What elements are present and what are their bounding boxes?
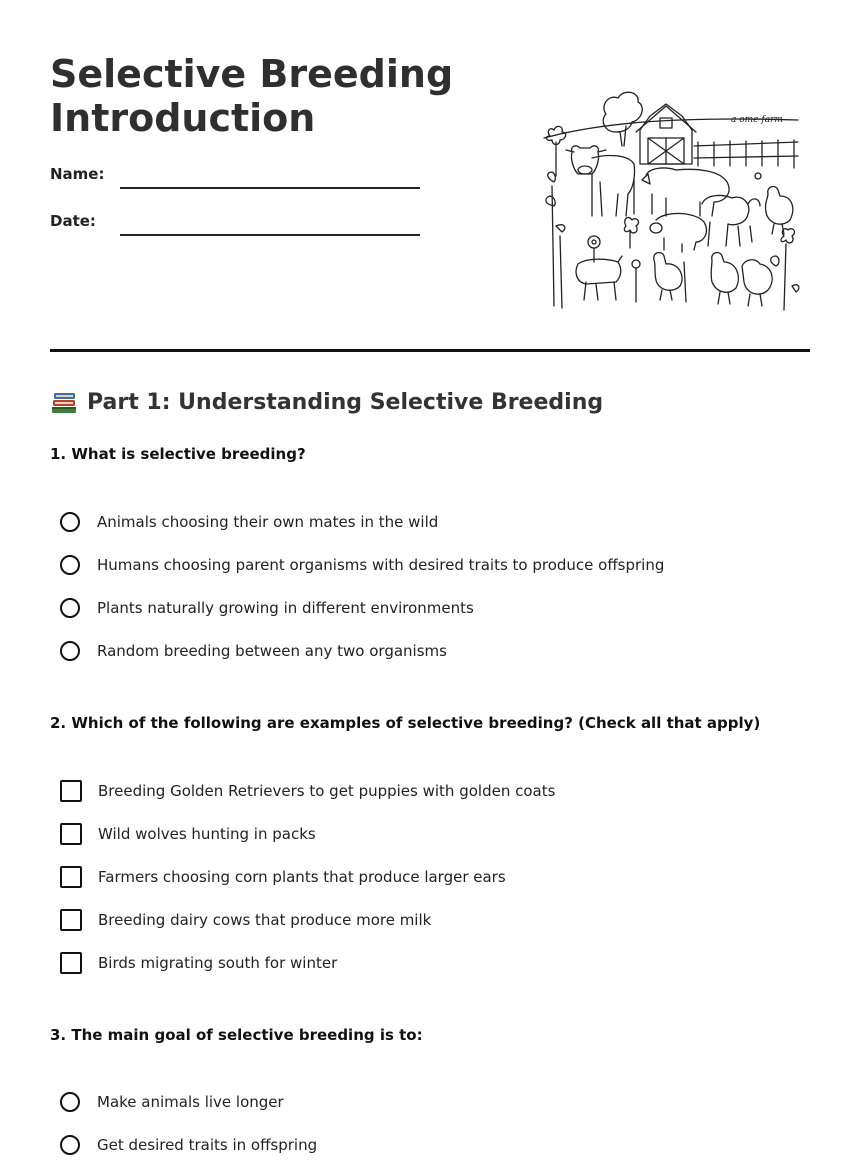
option-label: Wild wolves hunting in packs <box>98 825 316 843</box>
date-field[interactable] <box>120 234 420 236</box>
radio-button[interactable] <box>60 598 80 618</box>
date-label: Date: <box>50 212 96 230</box>
checkbox[interactable] <box>60 823 82 845</box>
radio-button[interactable] <box>60 1092 80 1112</box>
section-title-text: Part 1: Understanding Selective Breeding <box>87 390 604 415</box>
checkbox[interactable] <box>60 780 82 802</box>
q1-option-4[interactable] <box>60 639 447 663</box>
question-1: 1. What is selective breeding? <box>50 445 306 463</box>
q3-option-1[interactable] <box>60 1090 284 1114</box>
option-label: Get desired traits in offspring <box>97 1136 318 1154</box>
option-label: Random breeding between any two organisms <box>97 642 447 660</box>
q1-option-1[interactable] <box>60 510 438 534</box>
q3-option-2[interactable] <box>60 1133 317 1157</box>
checkbox[interactable] <box>60 909 82 931</box>
q2-option-4[interactable] <box>60 908 431 932</box>
option-label: Animals choosing their own mates in the wild <box>97 513 439 531</box>
option-label: Plants naturally growing in different environments <box>97 599 474 617</box>
q2-option-1[interactable] <box>60 779 555 803</box>
name-label: Name: <box>50 165 105 183</box>
option-label: Farmers choosing corn plants that produce larger ears <box>98 868 506 886</box>
books-icon <box>50 390 78 416</box>
radio-button[interactable] <box>60 1135 80 1155</box>
option-label: Breeding Golden Retrievers to get puppies with golden coats <box>98 782 556 800</box>
q2-option-2[interactable] <box>60 822 316 846</box>
question-3: 3. The main goal of selective breeding is to: <box>50 1026 423 1044</box>
radio-button[interactable] <box>60 641 80 661</box>
page-title: Selective Breeding Introduction <box>50 52 454 140</box>
option-label: Make animals live longer <box>97 1093 284 1111</box>
section-title <box>50 386 603 420</box>
option-label: Breeding dairy cows that produce more milk <box>98 911 432 929</box>
checkbox[interactable] <box>60 952 82 974</box>
q2-option-3[interactable] <box>60 865 506 889</box>
option-label: Birds migrating south for winter <box>98 954 338 972</box>
q1-option-3[interactable] <box>60 596 474 620</box>
question-2: 2. Which of the following are examples of selective breeding? (Check all that apply) <box>50 714 761 732</box>
q2-option-5[interactable] <box>60 951 337 975</box>
radio-button[interactable] <box>60 555 80 575</box>
checkbox[interactable] <box>60 866 82 888</box>
farm-illustration-icon <box>536 86 806 318</box>
header-divider <box>50 349 810 352</box>
option-label: Humans choosing parent organisms with desired traits to produce offspring <box>97 556 665 574</box>
farm-sign-text: a ome farm <box>731 115 783 125</box>
radio-button[interactable] <box>60 512 80 532</box>
name-field[interactable] <box>120 187 420 189</box>
q1-option-2[interactable] <box>60 553 664 577</box>
